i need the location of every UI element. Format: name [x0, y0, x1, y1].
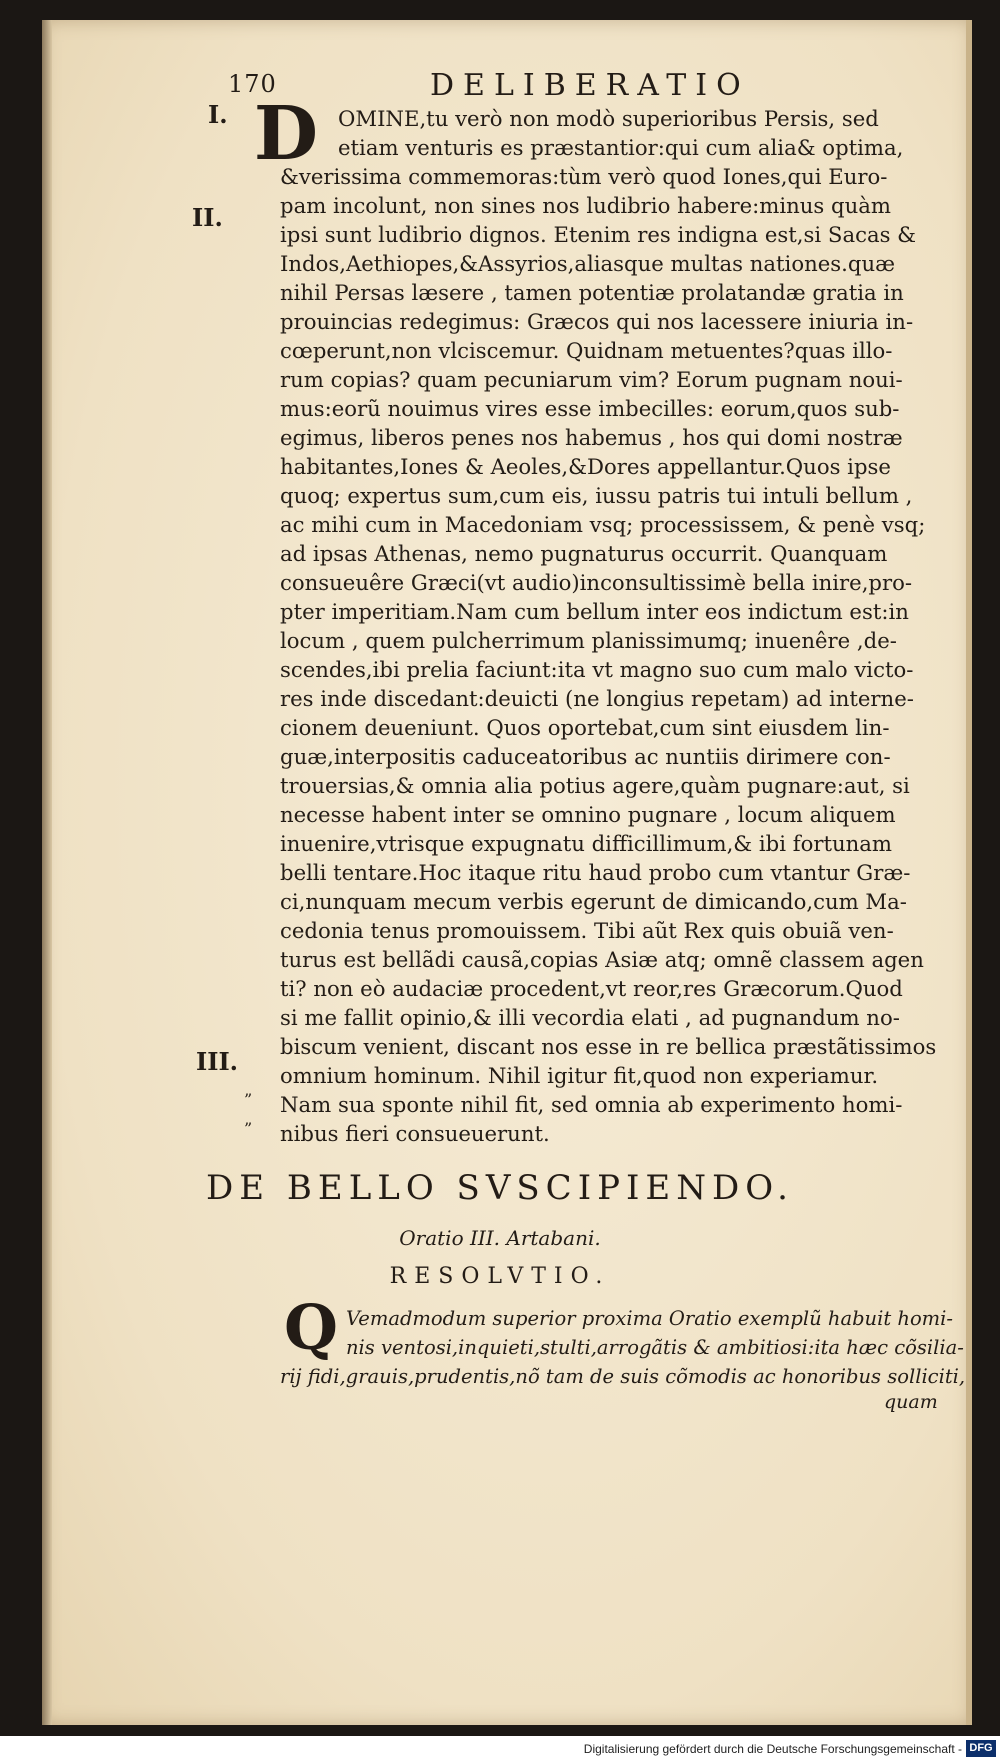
catchword: quam [884, 1391, 938, 1413]
dfg-logo: DFG [966, 1740, 996, 1757]
book-spine-shadow [42, 20, 52, 1725]
body-line: locum , quem pulcherrimum planissimumq; inuenêre ,de- [280, 628, 897, 653]
body-line: guæ,interpositis caduceatoribus ac nuntiis dirimere con- [280, 744, 891, 769]
body-line: cœperunt,non vlciscemur. Quidnam metuentes?quas illo- [280, 338, 893, 363]
body-line: omnium hominum. Nihil igitur fit,quod non experiamur. [280, 1063, 879, 1088]
body-line: ci,nunquam mecum verbis egerunt de dimicando,cum Ma- [280, 889, 907, 914]
resolutio-line: Vemadmodum superior proxima Oratio exemplũ habuit homi- [346, 1307, 953, 1330]
running-header [0, 62, 1000, 102]
body-line: Nam sua sponte nihil fit, sed omnia ab experimento homi- [280, 1092, 903, 1117]
body-line: egimus, liberos penes nos habemus , hos qui domi nostræ [280, 425, 903, 450]
section-title: DE BELLO SVSCIPIENDO. [206, 1168, 794, 1208]
body-line: nibus fieri consueuerunt. [280, 1121, 550, 1146]
body-line: ac mihi cum in Macedoniam vsq; processissem, & penè vsq; [280, 512, 926, 537]
drop-capital-q: Q [284, 1291, 339, 1364]
margin-quote-mark: ” [244, 1119, 253, 1138]
margin-quote-mark: ” [244, 1090, 253, 1109]
body-line: prouincias redegimus: Græcos qui nos lacessere iniuria in- [280, 309, 914, 334]
body-line: turus est bellãdi causã,copias Asiæ atq; omnẽ classem agen [280, 947, 924, 972]
running-title: DELIBERATIO [430, 68, 750, 103]
resolutio-line: nis ventosi,inquieti,stulti,arrogãtis & ambitiosi:ita hæc cõsilia- [346, 1336, 964, 1359]
oratio-subtitle: Oratio III. Artabani. [399, 1226, 601, 1250]
body-line: mus:eorũ nouimus vires esse imbecilles: eorum,quos sub- [280, 396, 900, 421]
body-line: cedonia tenus promouissem. Tibi aũt Rex quis obuiã ven- [280, 918, 894, 943]
body-line: trouersias,& omnia alia potius agere,quàm pugnare:aut, si [280, 773, 910, 798]
body-line: inuenire,vtrisque expugnatu difficillimum,& ibi fortunam [280, 831, 893, 856]
body-line: ad ipsas Athenas, nemo pugnaturus occurrit. Quanquam [280, 541, 888, 566]
digitization-footer [0, 1736, 1000, 1763]
body-line: necesse habent inter se omnino pugnare , locum aliquem [280, 802, 896, 827]
body-line: OMINE,tu verò non modò superioribus Persis, sed [338, 106, 879, 131]
body-line: consueuêre Græci(vt audio)inconsultissimè bella inire,pro- [280, 570, 913, 595]
body-line: res inde discedant:deuicti (ne longius repetam) ad interne- [280, 686, 914, 711]
body-line: ipsi sunt ludibrio dignos. Etenim res indigna est,si Sacas & [280, 222, 917, 247]
footer-credit: Digitalisierung gefördert durch die Deutsche Forschungsgemeinschaft - [583, 1742, 962, 1756]
drop-capital: D [253, 91, 319, 177]
body-line: rum copias? quam pecuniarum vim? Eorum pugnam noui- [280, 367, 903, 392]
body-line: &verissima commemoras:tùm verò quod Iones,qui Euro- [280, 164, 888, 189]
body-line: biscum venient, discant nos esse in re bellica præstãtissimos [280, 1034, 937, 1059]
body-line: cionem deueniunt. Quos oportebat,cum sint eiusdem lin- [280, 715, 890, 740]
body-line: pter imperitiam.Nam cum bellum inter eos indictum est:in [280, 599, 909, 624]
body-line: ti? non eò audaciæ procedent,vt reor,res Græcorum.Quod [280, 976, 903, 1001]
body-line: habitantes,Iones & Aeoles,&Dores appellantur.Quos ipse [280, 454, 891, 479]
body-line: scendes,ibi prelia faciunt:ita vt magno suo cum malo victo- [280, 657, 914, 682]
body-line: belli tentare.Hoc itaque ritu haud probo cum vtantur Græ- [280, 860, 911, 885]
body-line: etiam venturis es præstantior:qui cum alia& optima, [338, 135, 904, 160]
body-line: Indos,Aethiopes,&Assyrios,aliasque multas nationes.quæ [280, 251, 896, 276]
page-number: 170 [228, 70, 277, 98]
margin-number-1: I. [208, 100, 228, 129]
page-edge [966, 20, 972, 1725]
body-line: si me fallit opinio,& illi vecordia elati , ad pugnandum no- [280, 1005, 900, 1030]
resolutio-line: rij fidi,grauis,prudentis,nõ tam de suis cõmodis ac honoribus solliciti, [280, 1365, 966, 1388]
body-line: nihil Persas læsere , tamen potentiæ prolatandæ gratia in [280, 280, 904, 305]
margin-number-2: II. [192, 203, 223, 232]
margin-number-3: III. [196, 1047, 239, 1076]
resolutio-heading: RESOLVTIO. [389, 1264, 611, 1289]
body-line: quoq; expertus sum,cum eis, iussu patris tui intuli bellum , [280, 483, 913, 508]
body-line: pam incolunt, non sines nos ludibrio habere:minus quàm [280, 193, 891, 218]
